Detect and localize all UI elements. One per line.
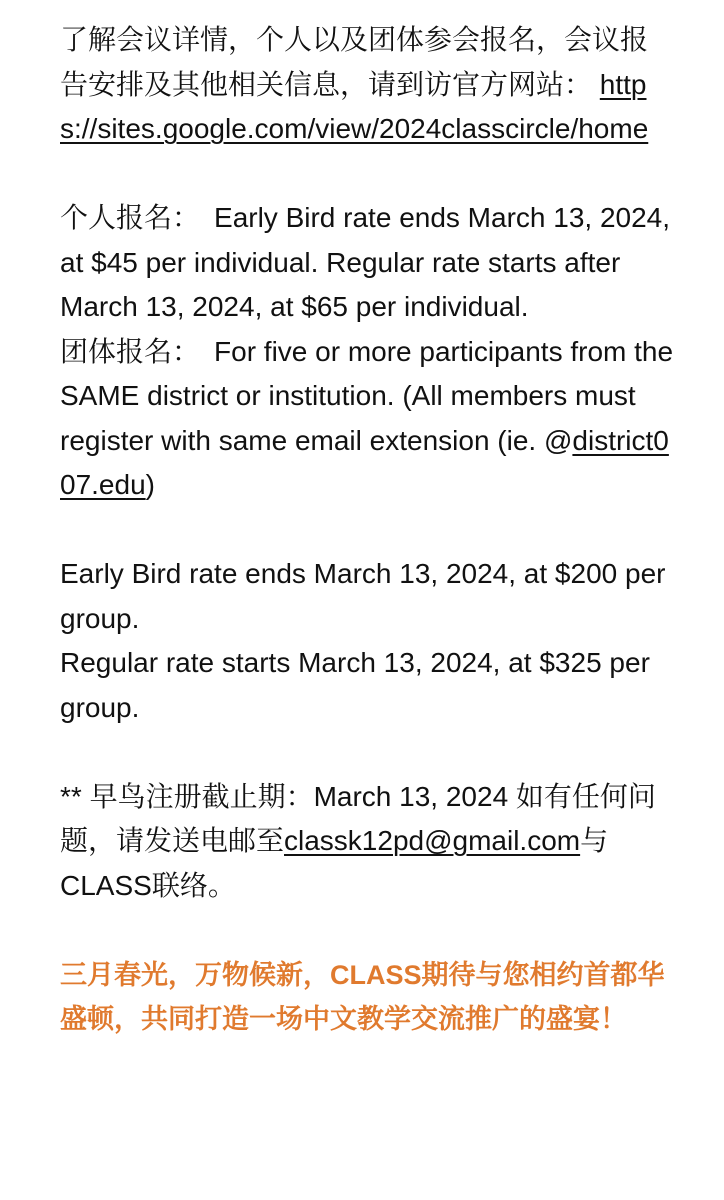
- intro-text: 了解会议详情，个人以及团体参会报名，会议报告安排及其他相关信息，请到访官方网站：: [60, 24, 649, 100]
- deadline-suffix: 与CLASS联络。: [60, 825, 609, 901]
- individual-rate-text: Early Bird rate ends March 13, 2024, at $45 per individual. Regular rate starts after March 13, 2024, at $65 per individual.: [60, 202, 671, 322]
- contact-email-link[interactable]: classk12pd@gmail.com: [284, 825, 581, 856]
- official-site-link[interactable]: https://sites.google.com/view/2024classcircle/home: [60, 68, 649, 144]
- deadline-paragraph: [60, 775, 674, 909]
- individual-registration: [60, 196, 674, 330]
- spacer: [60, 730, 674, 775]
- group-close-paren: ): [145, 469, 155, 500]
- group-regular-rate: Regular rate starts March 13, 2024, at $325 per group.: [60, 647, 650, 723]
- email-domain-link[interactable]: district007.edu: [60, 424, 669, 500]
- deadline-prefix: ** 早鸟注册截止期：March 13, 2024 如有任何问题，请发送电邮至: [60, 780, 656, 856]
- individual-label: 个人报名：: [60, 202, 201, 233]
- group-label: 团体报名：: [60, 335, 201, 367]
- closing-highlight: 三月春光，万物候新，CLASS期待与您相约首都华盛顿，共同打造一场中文教学交流推广的盛宴！: [60, 959, 665, 1034]
- group-early-bird-rate: Early Bird rate ends March 13, 2024, at $200 per group.: [60, 558, 666, 634]
- spacer: [60, 152, 674, 197]
- spacer: [60, 508, 674, 553]
- group-registration: [60, 330, 674, 508]
- group-text: For five or more participants from the SAME district or institution. (All members must register with same email extension (ie. @: [60, 335, 674, 456]
- intro-paragraph: [60, 18, 674, 152]
